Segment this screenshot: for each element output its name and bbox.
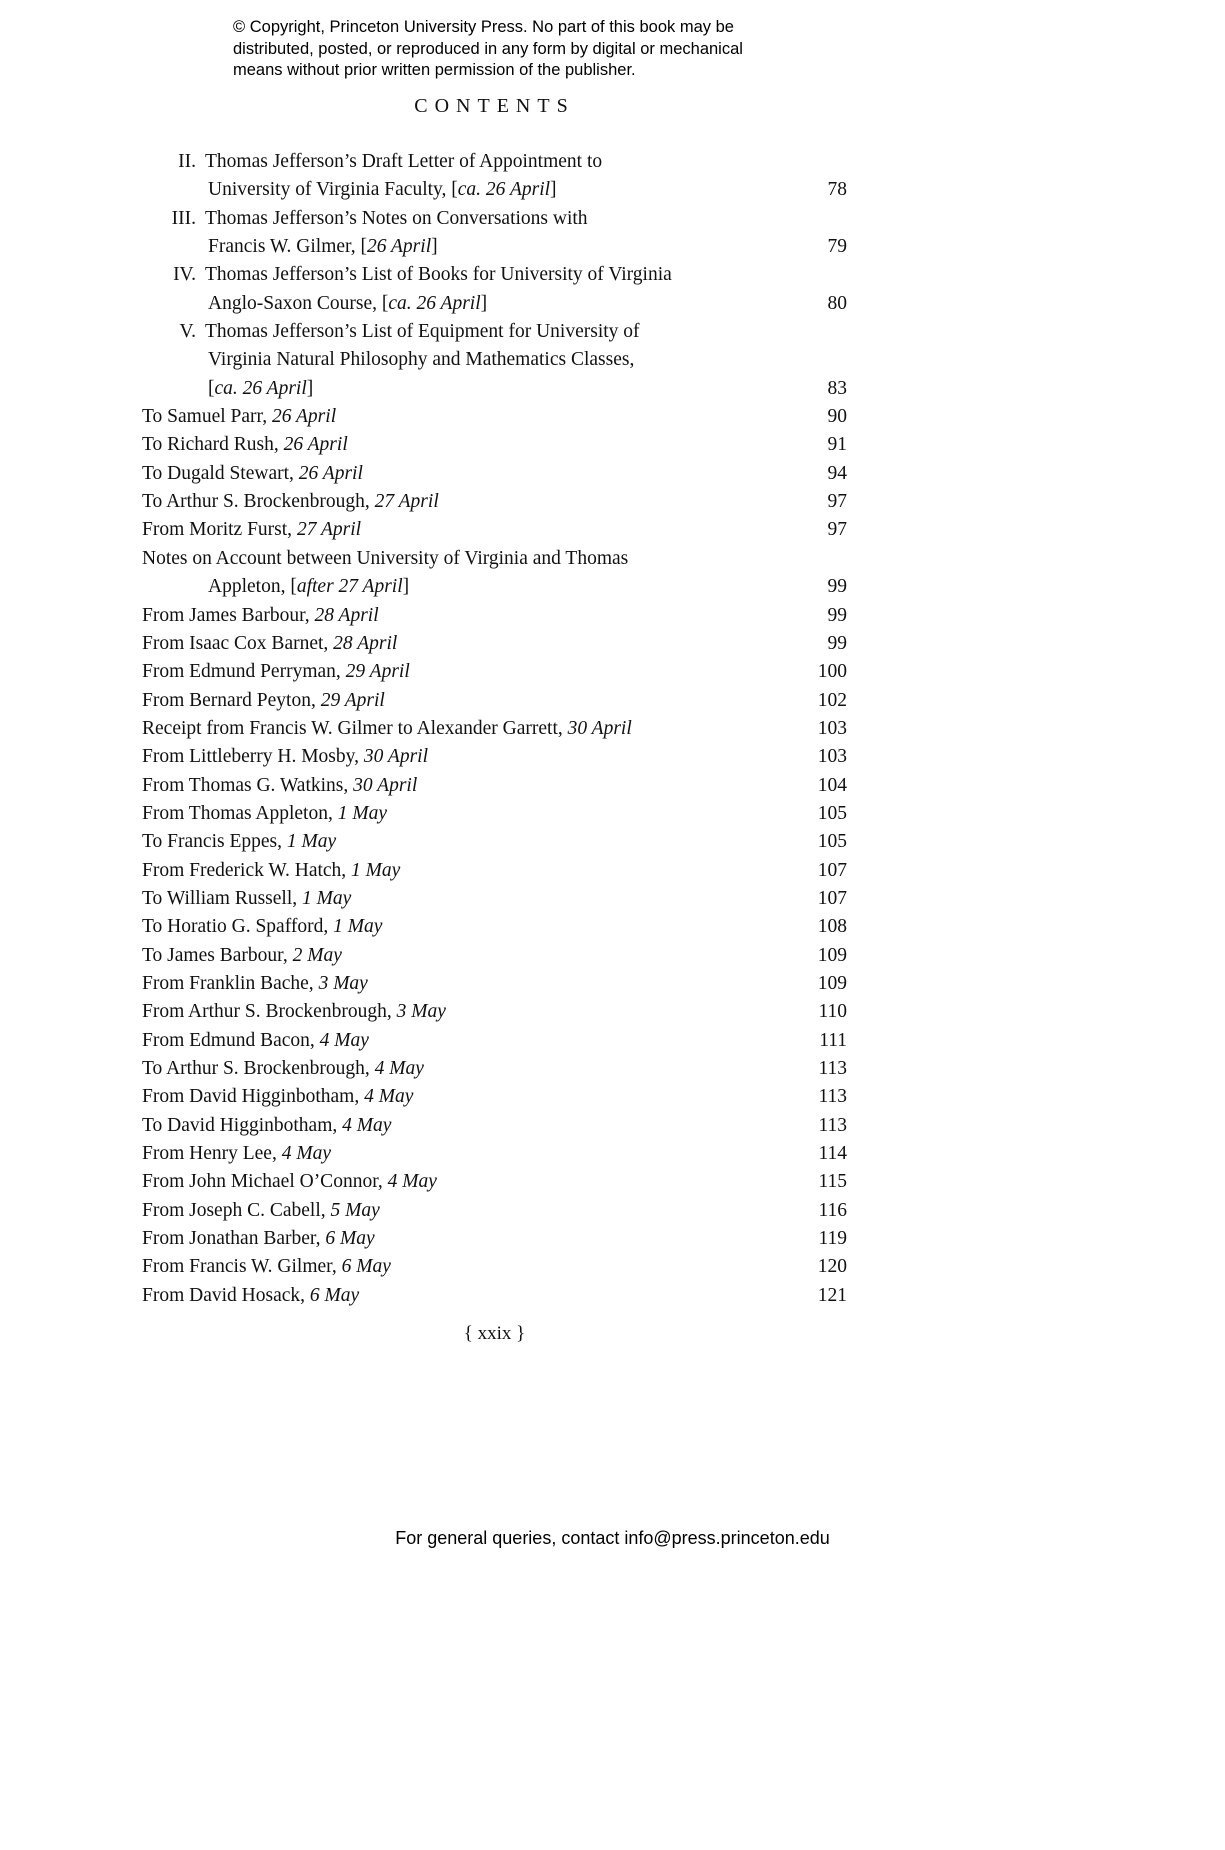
entry-title-text: To Francis Eppes, 1 May	[142, 831, 337, 853]
entry-page-number: 90	[827, 406, 847, 428]
entry-page-number: 111	[819, 1029, 847, 1051]
entry-page-number: 113	[818, 1058, 847, 1079]
toc-entry-line	[142, 1055, 847, 1083]
toc-entry	[142, 205, 847, 262]
entry-title-text: [ca. 26 April]	[208, 377, 314, 399]
entry-page-number: 109	[817, 944, 847, 966]
entry-page-number: 110	[818, 1001, 847, 1023]
entry-title-text: From Henry Lee, 4 May	[142, 1143, 331, 1165]
entry-page-number: 103	[817, 746, 847, 768]
toc-entry	[142, 998, 847, 1026]
toc-entry-line	[142, 460, 847, 488]
toc-entry	[142, 913, 847, 941]
toc-entry	[142, 970, 847, 998]
toc-entry	[142, 687, 847, 715]
entry-page-number: 107	[817, 887, 847, 909]
entry-title-text: Thomas Jefferson’s List of Books for University of Virginia	[205, 264, 672, 286]
toc-entry-line	[142, 176, 847, 204]
footer-contact-line: For general queries, contact info@press.princeton.edu	[395, 1528, 830, 1548]
toc-entry	[142, 1083, 847, 1111]
toc-list	[142, 148, 847, 1310]
entry-title-text: To Arthur S. Brockenbrough, 4 May	[142, 1058, 424, 1079]
entry-title-text: To Dugald Stewart, 26 April	[142, 462, 363, 484]
toc-entry-line	[142, 857, 847, 885]
toc-entry	[142, 857, 847, 885]
toc-entry	[142, 1112, 847, 1140]
toc-entry	[142, 630, 847, 658]
entry-title-text: To William Russell, 1 May	[142, 887, 352, 909]
toc-entry-line	[142, 743, 847, 771]
toc-entry	[142, 1225, 847, 1253]
entry-title-text: From Jonathan Barber, 6 May	[142, 1228, 375, 1250]
entry-title-text: From Thomas G. Watkins, 30 April	[142, 774, 418, 796]
toc-entry-line	[142, 998, 847, 1026]
toc-entry-line	[142, 261, 847, 289]
entry-page-number: 94	[827, 462, 847, 484]
toc-entry	[142, 318, 847, 403]
toc-entry-line	[142, 1197, 847, 1225]
entry-page-number: 79	[827, 236, 847, 258]
toc-entry	[142, 715, 847, 743]
entry-title-text: Anglo-Saxon Course, [ca. 26 April]	[208, 292, 488, 314]
entry-page-number: 120	[817, 1256, 847, 1278]
entry-title-text: From Isaac Cox Barnet, 28 April	[142, 632, 398, 654]
toc-entry-line	[142, 772, 847, 800]
toc-entry-line	[142, 828, 847, 856]
entry-page-number: 105	[817, 831, 847, 853]
copyright-line: means without prior written permission of the publisher.	[233, 61, 636, 79]
entry-title-text: Francis W. Gilmer, [26 April]	[208, 236, 438, 258]
entry-title-text: From Franklin Bache, 3 May	[142, 972, 368, 994]
entry-roman-numeral: V.	[179, 321, 196, 343]
entry-title-text: From Littleberry H. Mosby, 30 April	[142, 746, 428, 768]
copyright-line: distributed, posted, or reproduced in any form by digital or mechanical	[233, 39, 743, 58]
entry-page-number: 97	[827, 519, 847, 541]
toc-entry	[142, 1027, 847, 1055]
entry-page-number: 102	[817, 689, 847, 711]
toc-entry	[142, 885, 847, 913]
entry-title-text: University of Virginia Faculty, [ca. 26 April]	[208, 179, 557, 201]
toc-entry-line	[142, 545, 847, 573]
entry-page-number: 99	[827, 576, 847, 598]
toc-entry-line	[142, 1027, 847, 1055]
entry-title-text: From David Higginbotham, 4 May	[142, 1086, 414, 1108]
toc-entry-line	[142, 1225, 847, 1253]
copyright-notice	[233, 17, 833, 82]
entry-title-text: From David Hosack, 6 May	[142, 1284, 360, 1306]
entry-title-text: From Arthur S. Brockenbrough, 3 May	[142, 1001, 446, 1023]
entry-page-number: 108	[817, 916, 847, 938]
toc-entry	[142, 488, 847, 516]
entry-title-text: Receipt from Francis W. Gilmer to Alexander Garrett, 30 April	[142, 717, 632, 739]
entry-title-text: From Bernard Peyton, 29 April	[142, 689, 385, 711]
toc-entry	[142, 516, 847, 544]
entry-page-number: 107	[817, 859, 847, 881]
toc-entry-line	[142, 205, 847, 233]
entry-title-text: From John Michael O’Connor, 4 May	[142, 1171, 437, 1193]
entry-title-text: To Horatio G. Spafford, 1 May	[142, 916, 383, 938]
entry-title-text: From Francis W. Gilmer, 6 May	[142, 1256, 391, 1278]
toc-entry-line	[142, 403, 847, 431]
entry-page-number: 115	[818, 1171, 847, 1193]
entry-page-number: 80	[827, 292, 847, 314]
toc-entry-line	[142, 318, 847, 346]
entry-title-text: To Samuel Parr, 26 April	[142, 406, 337, 428]
toc-entry-line	[142, 1282, 847, 1310]
toc-entry-line	[142, 233, 847, 261]
entry-page-number: 91	[827, 434, 847, 456]
entry-roman-numeral: II.	[178, 151, 196, 172]
entry-page-number: 97	[827, 491, 847, 513]
entry-page-number: 103	[817, 717, 847, 739]
entry-page-number: 78	[827, 179, 847, 201]
entry-title-text: Thomas Jefferson’s List of Equipment for University of	[205, 321, 640, 343]
toc-entry	[142, 743, 847, 771]
entry-page-number: 99	[827, 632, 847, 654]
toc-entry-line	[142, 715, 847, 743]
entry-page-number: 83	[827, 377, 847, 399]
toc-entry-line	[142, 885, 847, 913]
toc-entry-line	[142, 687, 847, 715]
toc-entry-line	[142, 1112, 847, 1140]
entry-page-number: 113	[818, 1086, 847, 1108]
toc-entry	[142, 403, 847, 431]
entry-title-text: From James Barbour, 28 April	[142, 604, 379, 626]
toc-entry	[142, 1253, 847, 1281]
toc-entry	[142, 1197, 847, 1225]
entry-title-text: Thomas Jefferson’s Draft Letter of Appointment to	[205, 151, 603, 172]
entry-title-text: From Edmund Bacon, 4 May	[142, 1029, 369, 1051]
toc-entry	[142, 772, 847, 800]
toc-entry-line	[142, 431, 847, 459]
entry-title-text: From Moritz Furst, 27 April	[142, 519, 362, 541]
toc-entry-line	[142, 658, 847, 686]
toc-entry	[142, 658, 847, 686]
toc-entry-line	[142, 1083, 847, 1111]
toc-entry-line	[142, 375, 847, 403]
toc-entry	[142, 460, 847, 488]
entry-title-text: From Frederick W. Hatch, 1 May	[142, 859, 401, 881]
entry-page-number: 105	[817, 802, 847, 824]
toc-entry	[142, 148, 847, 205]
entry-page-number: 114	[818, 1143, 847, 1165]
toc-entry-line	[142, 913, 847, 941]
entry-title-text: To James Barbour, 2 May	[142, 944, 342, 966]
entry-title-text: Notes on Account between University of Virginia and Thomas	[142, 547, 629, 569]
copyright-line: © Copyright, Princeton University Press. No part of this book may be	[233, 18, 734, 36]
toc-entry-line	[142, 630, 847, 658]
entry-title-text: Appleton, [after 27 April]	[208, 576, 410, 598]
entry-page-number: 119	[818, 1228, 847, 1250]
toc-entry-line	[142, 148, 847, 176]
toc-entry	[142, 800, 847, 828]
toc-entry	[142, 942, 847, 970]
contents-title: CONTENTS	[414, 95, 575, 117]
toc-entry	[142, 431, 847, 459]
entry-title-text: From Joseph C. Cabell, 5 May	[142, 1199, 380, 1221]
toc-entry-line	[142, 1140, 847, 1168]
entry-title-text: To David Higginbotham, 4 May	[142, 1114, 392, 1136]
toc-entry-line	[142, 1168, 847, 1196]
entry-page-number: 113	[818, 1114, 847, 1136]
toc-entry-line	[142, 346, 847, 374]
toc-entry	[142, 1140, 847, 1168]
toc-entry-line	[142, 602, 847, 630]
toc-entry-line	[142, 516, 847, 544]
toc-entry-line	[142, 488, 847, 516]
entry-roman-numeral: IV.	[173, 264, 196, 286]
toc-entry	[142, 545, 847, 602]
toc-entry	[142, 1282, 847, 1310]
entry-title-text: Thomas Jefferson’s Notes on Conversations with	[205, 207, 588, 229]
toc-entry-line	[142, 970, 847, 998]
entry-roman-numeral: III.	[171, 207, 196, 229]
entry-title-text: To Richard Rush, 26 April	[142, 434, 348, 456]
entry-title-text: From Thomas Appleton, 1 May	[142, 802, 388, 824]
entry-page-number: 116	[818, 1199, 847, 1221]
entry-page-number: 121	[817, 1284, 847, 1306]
toc-entry-line	[142, 573, 847, 601]
entry-page-number: 109	[817, 972, 847, 994]
toc-entry-line	[142, 800, 847, 828]
entry-title-text: Virginia Natural Philosophy and Mathematics Classes,	[208, 349, 635, 371]
entry-page-number: 100	[817, 661, 847, 683]
toc-entry	[142, 602, 847, 630]
toc-entry	[142, 261, 847, 318]
entry-page-number: 104	[817, 774, 847, 796]
entry-title-text: From Edmund Perryman, 29 April	[142, 661, 410, 683]
toc-entry-line	[142, 290, 847, 318]
folio-page-number: { xxix }	[463, 1323, 526, 1345]
entry-page-number: 99	[827, 604, 847, 626]
toc-entry-line	[142, 942, 847, 970]
toc-entry	[142, 1168, 847, 1196]
toc-entry	[142, 1055, 847, 1083]
text-column	[142, 94, 847, 1345]
toc-entry	[142, 828, 847, 856]
entry-title-text: To Arthur S. Brockenbrough, 27 April	[142, 491, 439, 513]
toc-entry-line	[142, 1253, 847, 1281]
